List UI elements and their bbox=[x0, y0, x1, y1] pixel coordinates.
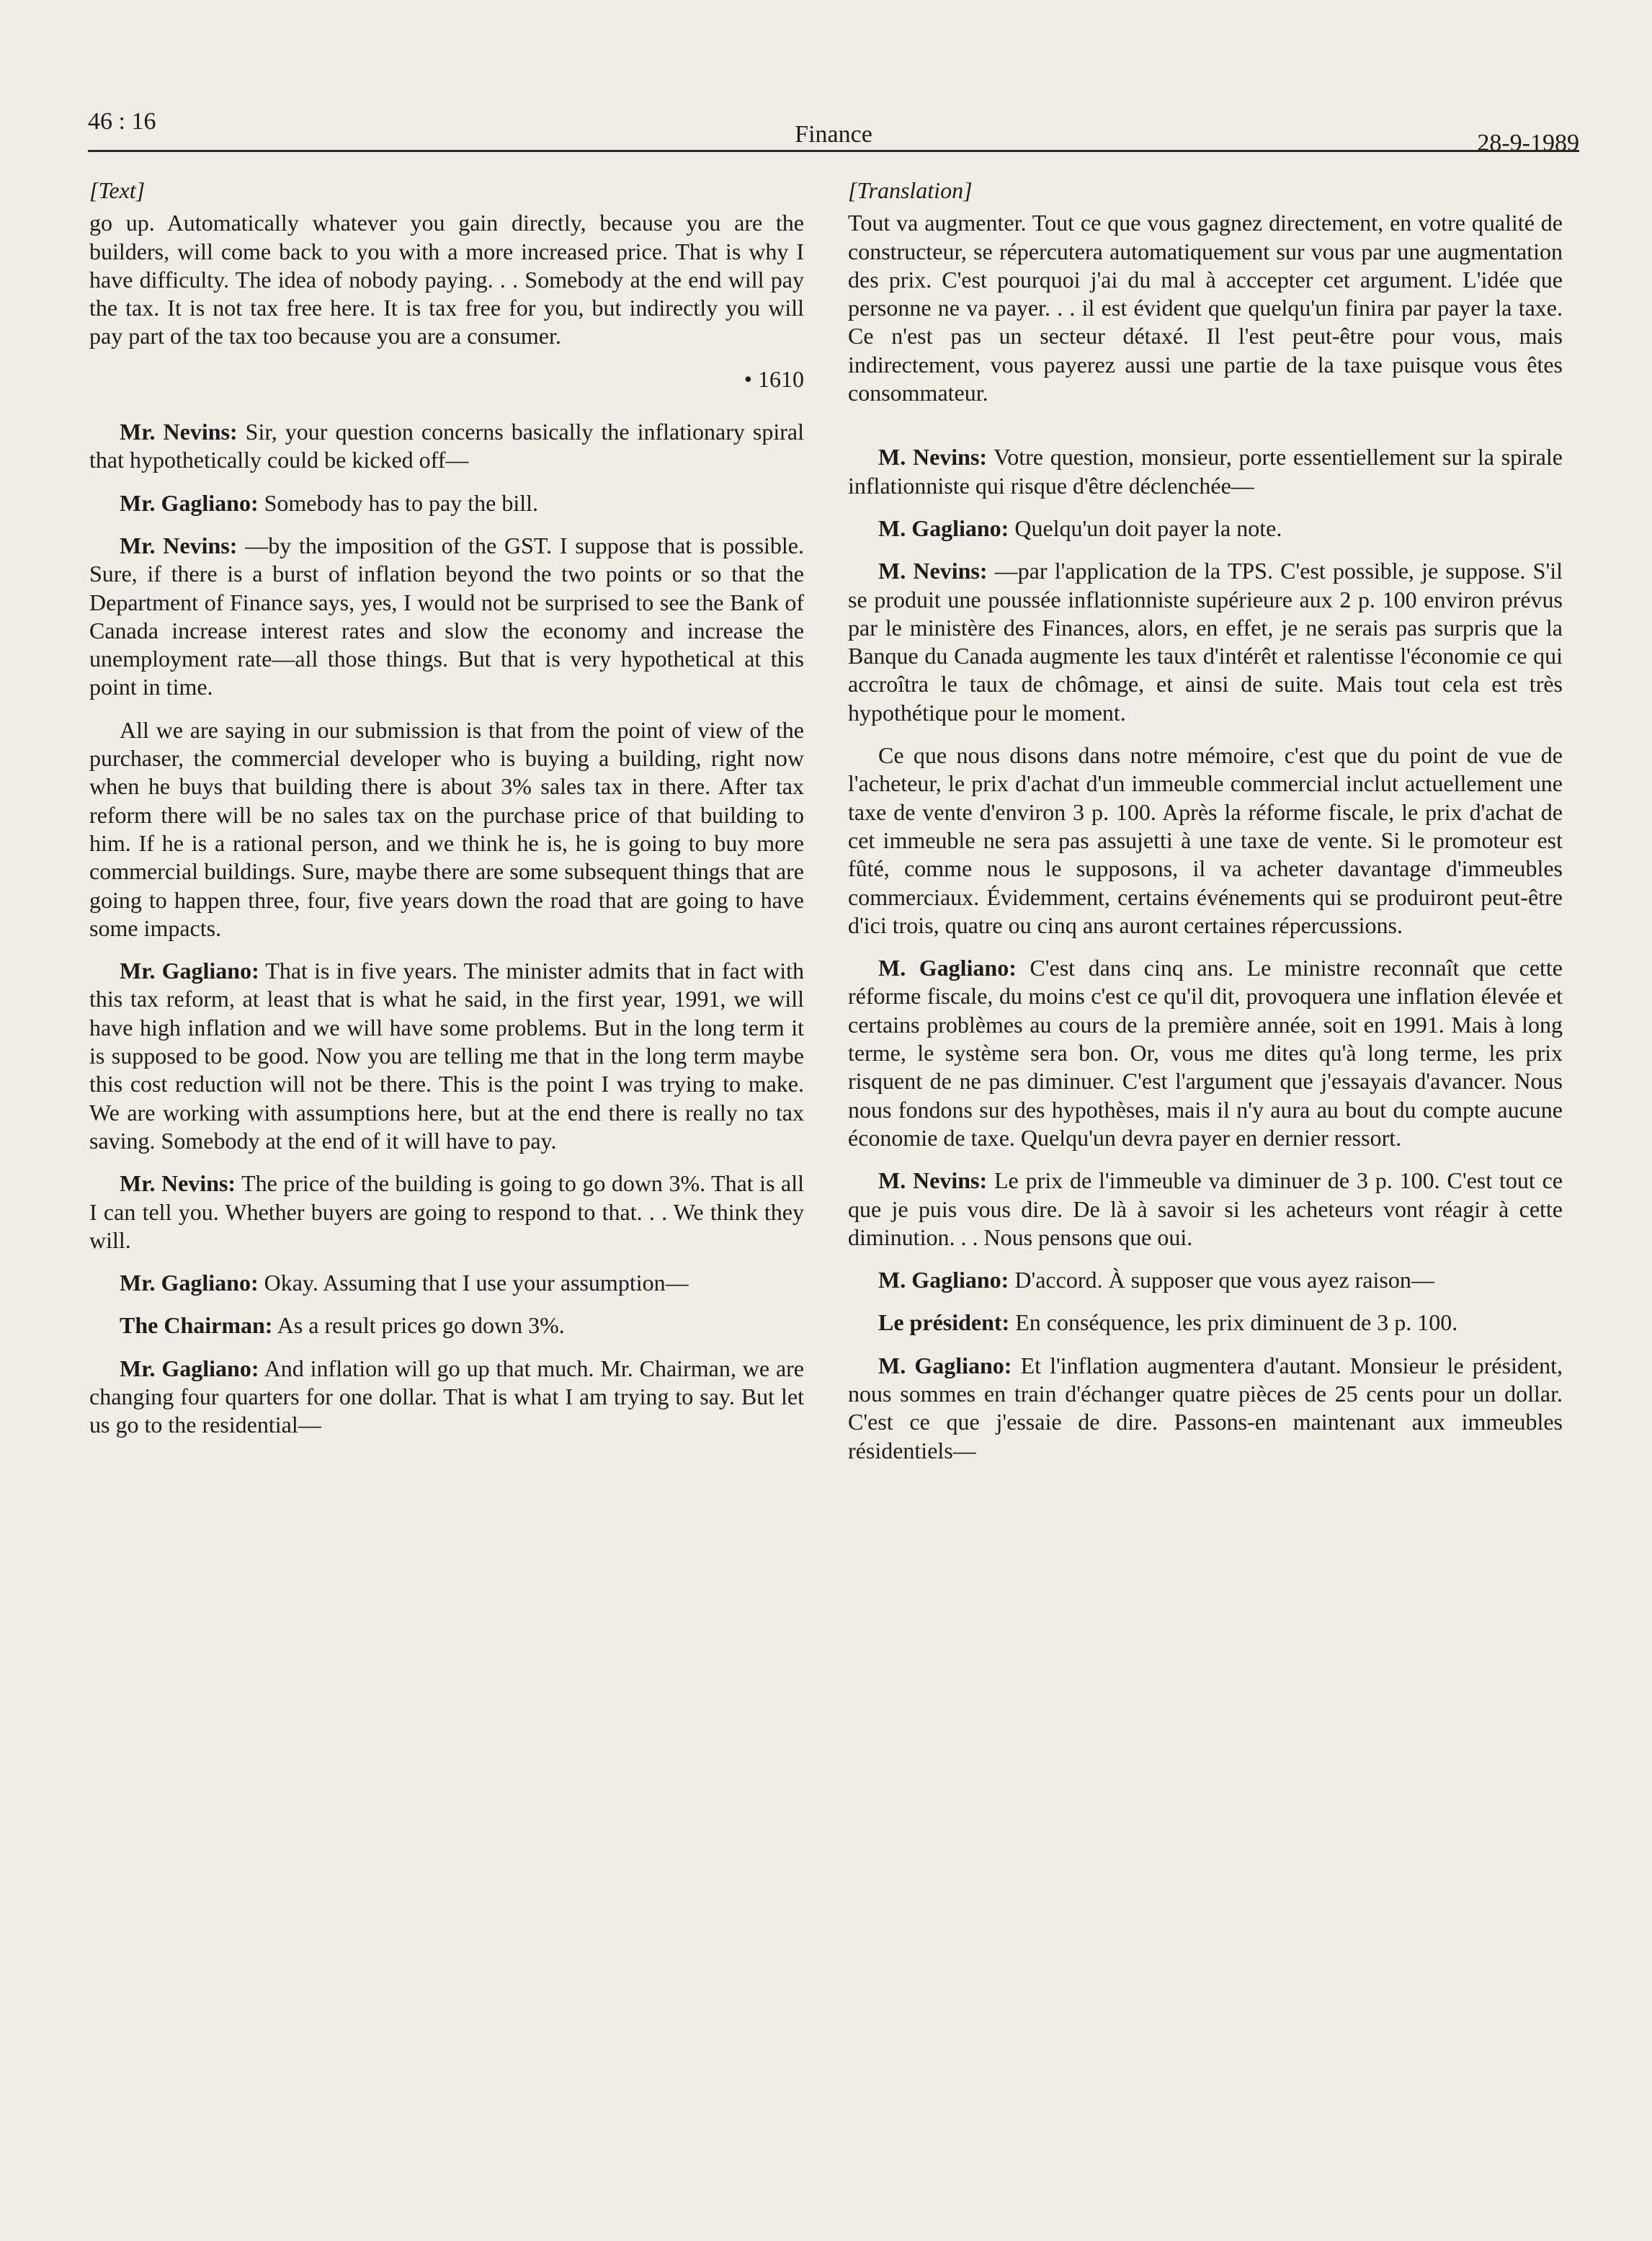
speech-text: And inflation will go up that much. Mr. Chairman, we are changing four quarters for one dollar. That is what I am trying to say. But let us go to the residential— bbox=[89, 1355, 804, 1438]
speaker-name: Le président: bbox=[878, 1309, 1010, 1336]
speaker-name: Mr. Gagliano: bbox=[120, 1270, 259, 1296]
speech-paragraph bbox=[848, 954, 1563, 1152]
speech-paragraph bbox=[848, 1266, 1563, 1294]
spacer bbox=[848, 422, 1563, 443]
speech-text: Okay. Assuming that I use your assumption— bbox=[258, 1270, 689, 1296]
speech-paragraph bbox=[848, 514, 1563, 543]
speech-text: Votre question, monsieur, porte essentiellement sur la spirale inflationniste qui risque d'être déclenchée— bbox=[848, 444, 1563, 499]
speech-paragraph bbox=[89, 532, 804, 702]
speaker-name: M. Gagliano: bbox=[878, 514, 1009, 541]
speech-paragraph bbox=[89, 489, 804, 517]
speaker-name: The Chairman: bbox=[120, 1312, 273, 1339]
page-header bbox=[88, 108, 1579, 156]
page-title: Finance bbox=[795, 121, 872, 148]
speech-text: —par l'application de la TPS. C'est possible, je suppose. S'il se produit une poussée inflationniste supérieure aux 2 p. 100 environ prévus par le ministère des Finances, alors, en effet, je ne serais pas surpris que la Banque du Canada augmente les taux d'intérêt et ralentisse l'économie ce qui accroîtra le taux de chômage, et ainsi de suite. Mais tout cela est très hypothétique pour le moment. bbox=[848, 558, 1563, 726]
paragraph: All we are saying in our submission is that from the point of view of the purchaser, the commercial developer who is buying a building, right now when he buys that building there is about 3% sales tax in there. After tax reform there will be no sales tax on the purchase price of that building to him. If he is a rational person, and we think he is, he is going to buy more commercial buildings. Sure, maybe there are some subsequent things that are going to happen three, four, five years down the road that are going to have some impacts. bbox=[89, 716, 804, 941]
speech-paragraph bbox=[89, 418, 804, 475]
speech-paragraph bbox=[848, 1352, 1563, 1465]
speaker-name: Mr. Nevins: bbox=[120, 1170, 236, 1197]
timestamp: • 1610 bbox=[744, 365, 804, 392]
paragraph: Ce que nous disons dans notre mémoire, c'est que du point de vue de l'acheteur, le prix d'achat d'un immeuble commercial inclut actuellement une taxe de vente d'environ 3 p. 100. Après la réforme fiscale, le prix d'achat de cet immeuble ne sera pas assujetti à une taxe de vente. Si le promoteur est fûté, comme nous le supposons, il va acheter davantage d'immeubles commerciaux. Évidemment, certains événements qui se produiront peut-être d'ici trois, quatre ou cinq ans auront certaines répercussions. bbox=[848, 742, 1563, 938]
speaker-name: Mr. Nevins: bbox=[120, 419, 238, 445]
header-rule bbox=[88, 150, 1579, 152]
speech-paragraph bbox=[848, 1167, 1563, 1252]
speech-paragraph bbox=[89, 1355, 804, 1440]
speech-text: C'est dans cinq ans. Le ministre reconnaît que cette réforme fiscale, du moins c'est ce qu'il dit, provoquera une inflation élevée et certains problèmes au cours de la première année, soit en 1991. Mais à long terme, le système sera bon. Or, vous me dites qu'à long terme, les prix risquent de ne pas diminuer. C'est l'argument que j'essayais d'avancer. Nous nous fondons sur des hypothèses, mais il n'y aura au bout du compte aucune économie de taxe. Quelqu'un devra payer en dernier ressort. bbox=[848, 955, 1563, 1151]
page-date: 28-9-1989 bbox=[1477, 130, 1579, 156]
speaker-name: Mr. Nevins: bbox=[120, 532, 238, 558]
page-number: 46 : 16 bbox=[88, 108, 156, 135]
paragraph: Tout va augmenter. Tout ce que vous gagnez directement, en votre qualité de constructeur, se répercutera automatiquement sur vous par une augmentation des prix. C'est pourquoi j'ai du mal à acccepter cet argument. L'idée que personne ne va payer. . . il est évident que quelqu'un finira par payer la taxe. Ce n'est pas un secteur détaxé. Il l'est peut-être pour vous, mais indirectement, vous payerez aussi une partie de la taxe puisque vous êtes consommateur. bbox=[848, 210, 1563, 406]
speech-paragraph bbox=[89, 1269, 804, 1297]
speaker-name: Mr. Gagliano: bbox=[120, 958, 259, 984]
speech-paragraph bbox=[848, 443, 1563, 500]
speaker-name: M. Nevins: bbox=[878, 1167, 988, 1194]
speaker-name: M. Nevins: bbox=[878, 558, 988, 584]
speech-text: That is in five years. The minister admits that in fact with this tax reform, at least that is what he said, in the first year, 1991, we will have high inflation and we will have some problems. But in the long term it is supposed to be good. Now you are telling me that in the long term maybe this cost reduction will not be there. This is the point I was trying to make. We are working with assumptions here, but at the end there is really no tax saving. Somebody at the end of it will have to pay. bbox=[89, 958, 805, 1154]
speech-text: Quelqu'un doit payer la note. bbox=[1009, 514, 1282, 541]
english-column bbox=[89, 177, 804, 1454]
speech-paragraph bbox=[848, 1309, 1563, 1337]
speech-text: —by the imposition of the GST. I suppose that is possible. Sure, if there is a burst of inflation beyond the two points or so that the Department of Finance says, yes, I would not be surprised to see the Bank of Canada increase interest rates and slow the economy and increase the unemployment rate—all those things. But that is very hypothetical at this point in time. bbox=[89, 532, 805, 700]
speaker-name: M. Gagliano: bbox=[878, 955, 1017, 981]
speech-text: Somebody has to pay the bill. bbox=[258, 489, 538, 516]
speaker-name: M. Gagliano: bbox=[878, 1267, 1009, 1293]
speech-text: The price of the building is going to go down 3%. That is all I can tell you. Whether buyers are going to respond to that. . . We think they will. bbox=[89, 1170, 805, 1253]
paragraph: go up. Automatically whatever you gain directly, because you are the builders, will come back to you with a more increased price. That is why I have difficulty. The idea of nobody paying. . . Somebody at the end will pay the tax. It is not tax free here. It is tax free for you, but indirectly you will pay part of the tax too because you are a consumer. bbox=[89, 210, 804, 349]
column-marker: [Text] bbox=[89, 177, 146, 203]
column-marker: [Translation] bbox=[848, 177, 973, 203]
french-column bbox=[848, 177, 1563, 1479]
speech-paragraph bbox=[89, 1311, 804, 1340]
speaker-name: M. Nevins: bbox=[878, 444, 988, 471]
speech-text: Sir, your question concerns basically the inflationary spiral that hypothetically could be kicked off— bbox=[89, 419, 805, 473]
speech-paragraph bbox=[89, 957, 804, 1155]
speech-text: Et l'inflation augmentera d'autant. Monsieur le président, nous sommes en train d'échanger quatre pièces de 25 cents pour un dollar. C'est ce que j'essaie de dire. Passons-en maintenant aux immeubles résidentiels— bbox=[848, 1352, 1563, 1463]
speech-text: Le prix de l'immeuble va diminuer de 3 p. 100. C'est tout ce que je puis vous dire. De là à savoir si les acheteurs vont réagir à cette diminution. . . Nous pensons que oui. bbox=[848, 1167, 1563, 1250]
speaker-name: M. Gagliano: bbox=[878, 1352, 1012, 1378]
speech-text: En conséquence, les prix diminuent de 3 p. 100. bbox=[1009, 1309, 1458, 1336]
speaker-name: Mr. Gagliano: bbox=[120, 1355, 259, 1381]
speaker-name: Mr. Gagliano: bbox=[120, 489, 259, 516]
speech-paragraph bbox=[848, 557, 1563, 727]
speech-paragraph bbox=[89, 1169, 804, 1255]
speech-text: As a result prices go down 3%. bbox=[272, 1312, 565, 1339]
speech-text: D'accord. À supposer que vous ayez raison— bbox=[1009, 1267, 1434, 1293]
